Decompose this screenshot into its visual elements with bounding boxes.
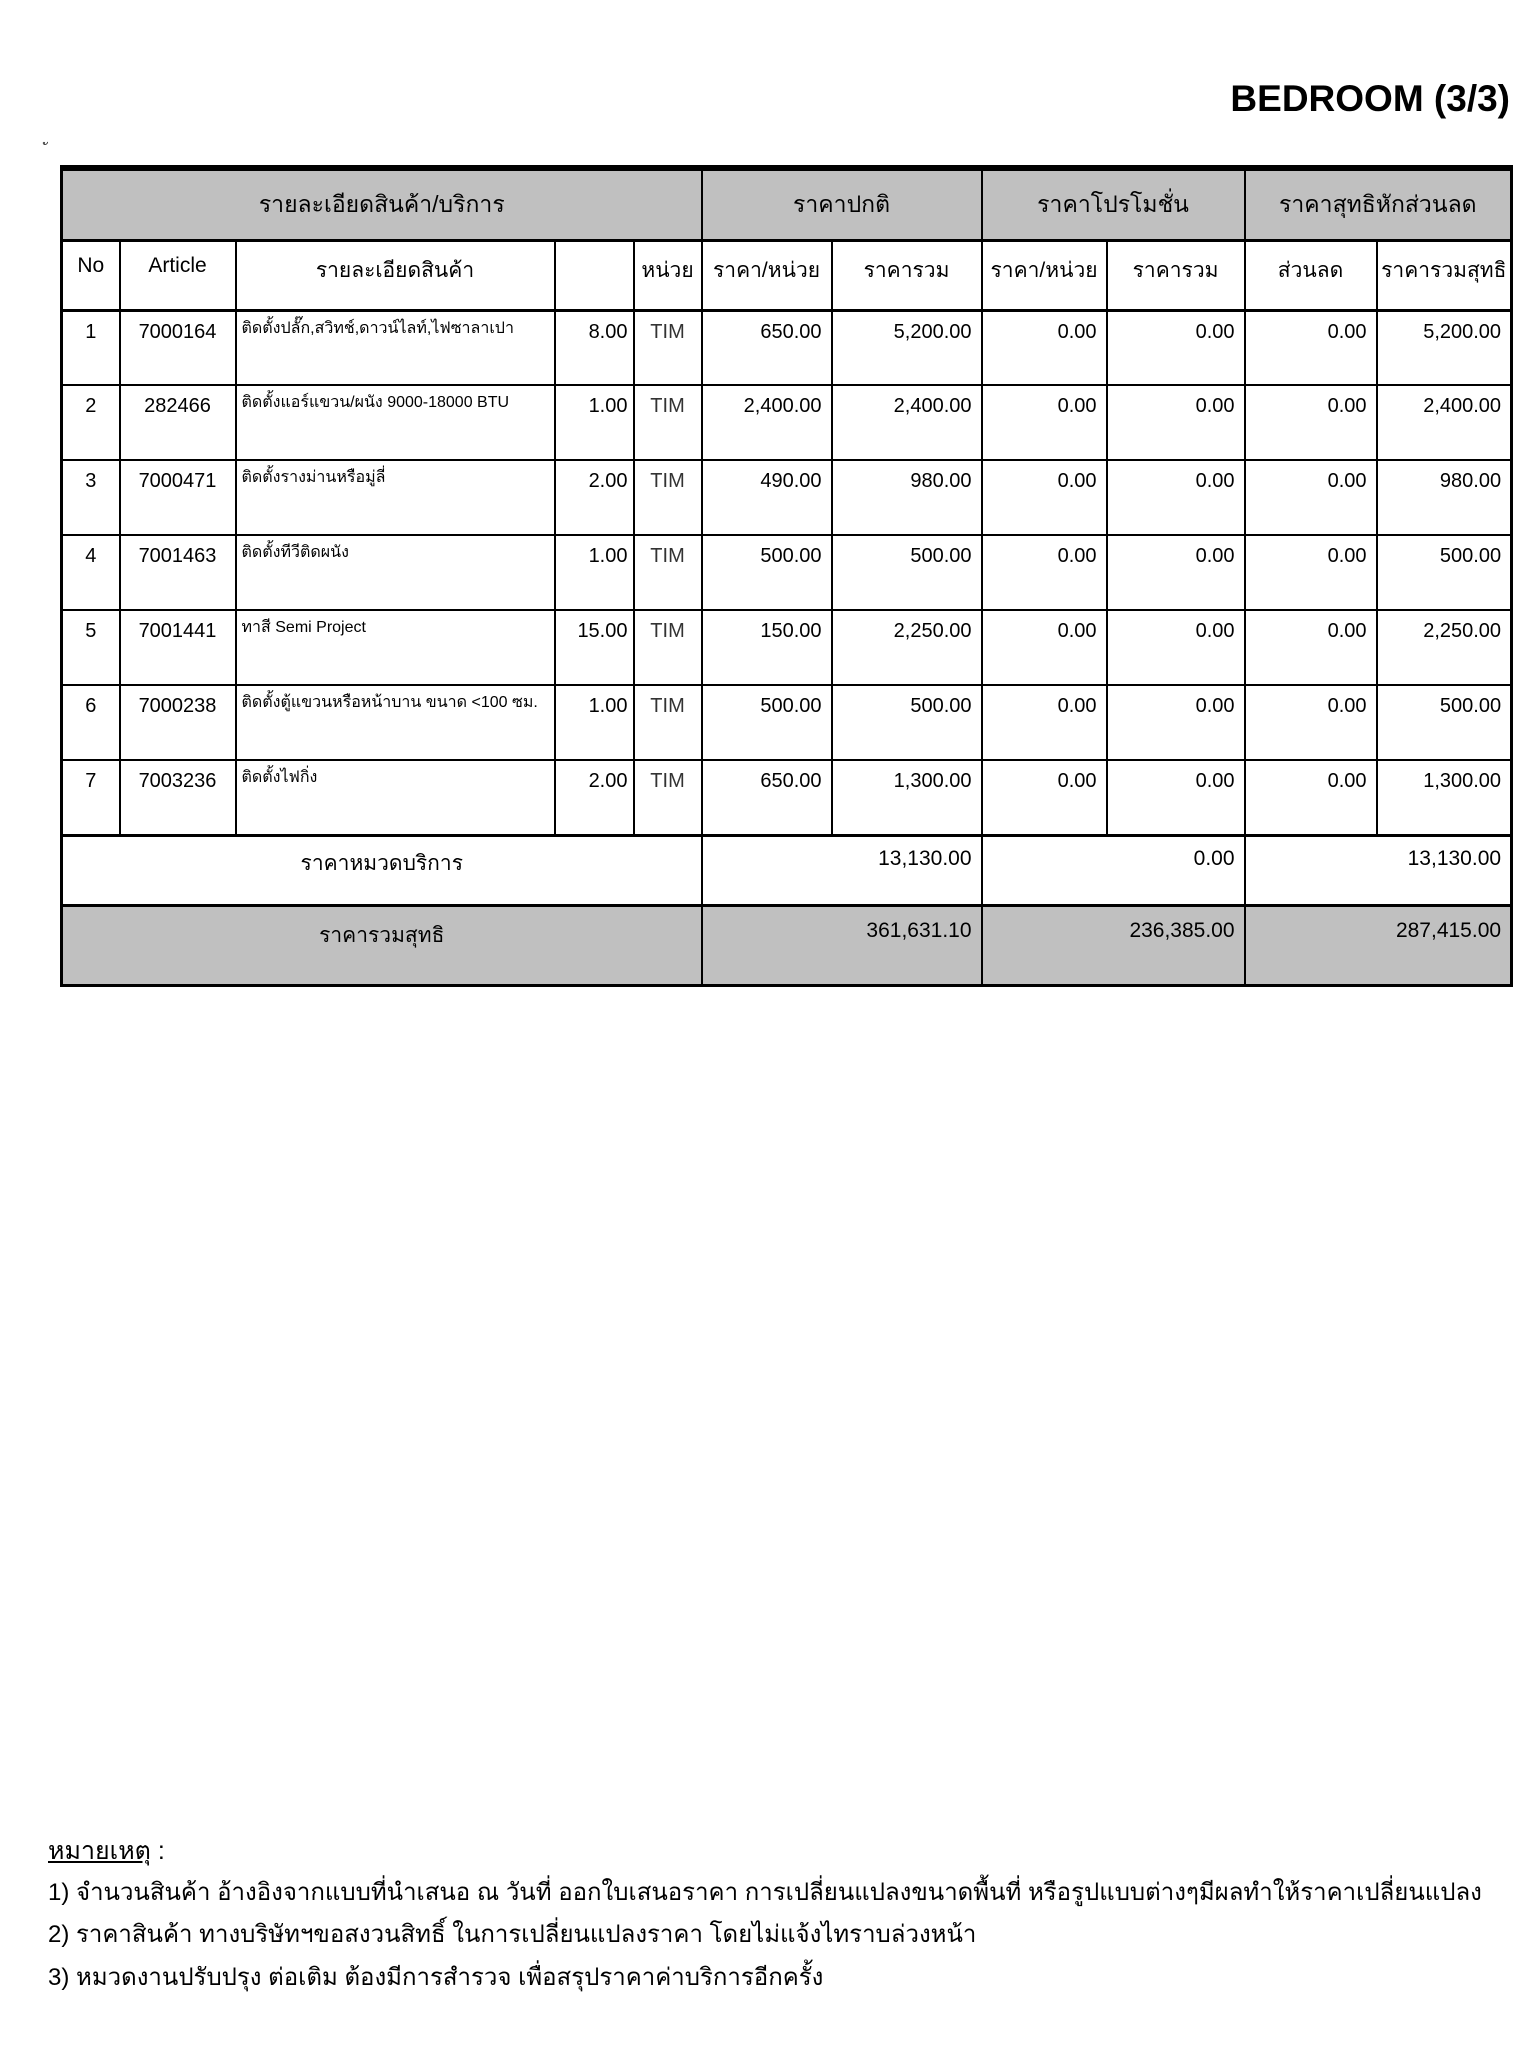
cell-price-unit: 650.00 <box>702 310 832 385</box>
cell-discount: 0.00 <box>1245 535 1377 610</box>
service-total-net: 13,130.00 <box>1245 835 1512 905</box>
grand-total-normal: 361,631.10 <box>702 905 982 985</box>
group-header-details: รายละเอียดสินค้า/บริการ <box>62 168 702 240</box>
table-row <box>62 610 1512 685</box>
cell-description: ติดตั้งตู้แขวนหรือหน้าบาน ขนาด <100 ซม. <box>236 685 555 760</box>
group-header-row <box>62 168 1512 240</box>
grand-total-net: 287,415.00 <box>1245 905 1512 985</box>
cell-description: ติดตั้งรางม่านหรือมู่ลี่ <box>236 460 555 535</box>
col-header-discount: ส่วนลด <box>1245 240 1377 310</box>
group-header-net-after-discount: ราคาสุทธิหักส่วนลด <box>1245 168 1512 240</box>
cell-no: 6 <box>62 685 120 760</box>
cell-discount: 0.00 <box>1245 610 1377 685</box>
cell-promo-unit: 0.00 <box>982 610 1107 685</box>
col-header-net-total: ราคารวมสุทธิ <box>1377 240 1512 310</box>
cell-qty: 2.00 <box>555 760 634 835</box>
cell-article: 7000238 <box>120 685 236 760</box>
service-total-row <box>62 835 1512 905</box>
cell-net-total: 2,400.00 <box>1377 385 1512 460</box>
cell-net-total: 500.00 <box>1377 685 1512 760</box>
cell-qty: 15.00 <box>555 610 634 685</box>
notes-section <box>48 1838 1508 2007</box>
col-header-article: Article <box>120 240 236 310</box>
cell-discount: 0.00 <box>1245 460 1377 535</box>
cell-promo-unit: 0.00 <box>982 460 1107 535</box>
cell-net-total: 5,200.00 <box>1377 310 1512 385</box>
cell-price-total: 2,400.00 <box>832 385 982 460</box>
table-row <box>62 460 1512 535</box>
page-title: BEDROOM (3/3) <box>1230 78 1510 119</box>
cell-price-total: 1,300.00 <box>832 760 982 835</box>
col-header-price-unit: ราคา/หน่วย <box>702 240 832 310</box>
cell-description: ทาสี Semi Project <box>236 610 555 685</box>
cell-description: ติดตั้งแอร์แขวน/ผนัง 9000-18000 BTU <box>236 385 555 460</box>
cell-promo-unit: 0.00 <box>982 685 1107 760</box>
col-header-price-total: ราคารวม <box>832 240 982 310</box>
notes-heading-colon: : <box>150 1837 165 1865</box>
cell-net-total: 1,300.00 <box>1377 760 1512 835</box>
cell-article: 7001463 <box>120 535 236 610</box>
cell-unit: TIM <box>634 610 702 685</box>
cell-description: ติดตั้งปลั๊ก,สวิทช์,ดาวน์ไลท์,ไฟซาลาเปา <box>236 310 555 385</box>
cell-promo-total: 0.00 <box>1107 385 1245 460</box>
cell-price-total: 500.00 <box>832 685 982 760</box>
cell-price-total: 500.00 <box>832 535 982 610</box>
cell-promo-total: 0.00 <box>1107 610 1245 685</box>
cell-description: ติดตั้งไฟกิ่ง <box>236 760 555 835</box>
cell-discount: 0.00 <box>1245 385 1377 460</box>
cell-no: 2 <box>62 385 120 460</box>
cell-price-unit: 500.00 <box>702 535 832 610</box>
cell-no: 5 <box>62 610 120 685</box>
service-total-normal: 13,130.00 <box>702 835 982 905</box>
cell-description: ติดตั้งทีวีติดผนัง <box>236 535 555 610</box>
cell-no: 7 <box>62 760 120 835</box>
cell-no: 4 <box>62 535 120 610</box>
cell-qty: 1.00 <box>555 385 634 460</box>
cell-article: 282466 <box>120 385 236 460</box>
cell-price-unit: 500.00 <box>702 685 832 760</box>
group-header-normal-price: ราคาปกติ <box>702 168 982 240</box>
col-header-unit: หน่วย <box>634 240 702 310</box>
cell-unit: TIM <box>634 685 702 760</box>
table-row <box>62 310 1512 385</box>
cell-article: 7001441 <box>120 610 236 685</box>
table-row <box>62 760 1512 835</box>
table-row <box>62 385 1512 460</box>
table-row <box>62 685 1512 760</box>
service-total-label: ราคาหมวดบริการ <box>62 835 702 905</box>
table-row <box>62 535 1512 610</box>
cell-discount: 0.00 <box>1245 310 1377 385</box>
note-line: 2) ราคาสินค้า ทางบริษัทฯขอสงวนสิทธิ์ ในการเปลี่ยนแปลงราคา โดยไม่แจ้งไทราบล่วงหน้า <box>48 1921 977 1949</box>
grand-total-label: ราคารวมสุทธิ <box>62 905 702 985</box>
cell-no: 3 <box>62 460 120 535</box>
cell-promo-total: 0.00 <box>1107 460 1245 535</box>
cell-promo-total: 0.00 <box>1107 535 1245 610</box>
cell-unit: TIM <box>634 535 702 610</box>
cell-promo-unit: 0.00 <box>982 535 1107 610</box>
cell-price-unit: 2,400.00 <box>702 385 832 460</box>
group-header-promo-price: ราคาโปรโมชั่น <box>982 168 1245 240</box>
cell-article: 7000471 <box>120 460 236 535</box>
column-header-row <box>62 240 1512 310</box>
cell-net-total: 980.00 <box>1377 460 1512 535</box>
cell-price-total: 5,200.00 <box>832 310 982 385</box>
grand-total-row <box>62 905 1512 985</box>
col-header-description: รายละเอียดสินค้า <box>236 240 555 310</box>
cell-price-total: 2,250.00 <box>832 610 982 685</box>
notes-heading <box>48 1838 1508 1864</box>
col-header-no: No <box>62 240 120 310</box>
quotation-table <box>60 165 1513 987</box>
note-line: 3) หมวดงานปรับปรุง ต่อเติม ต้องมีการสำรวจ เพื่อสรุปราคาค่าบริการอีกครั้ง <box>48 1963 824 1991</box>
cell-net-total: 500.00 <box>1377 535 1512 610</box>
cell-unit: TIM <box>634 760 702 835</box>
cell-article: 7003236 <box>120 760 236 835</box>
cell-promo-total: 0.00 <box>1107 685 1245 760</box>
note-line: 1) จำนวนสินค้า อ้างอิงจากแบบที่นำเสนอ ณ วันที่ ออกใบเสนอราคา การเปลี่ยนแปลงขนาดพื้นที่ หรือรูปแบบต่างๆมีผลทำให้ราคาเปลี่ยนแปลง <box>48 1879 1482 1907</box>
cell-promo-total: 0.00 <box>1107 760 1245 835</box>
cell-article: 7000164 <box>120 310 236 385</box>
col-header-promo-total: ราคารวม <box>1107 240 1245 310</box>
cell-price-unit: 150.00 <box>702 610 832 685</box>
cell-promo-total: 0.00 <box>1107 310 1245 385</box>
cell-promo-unit: 0.00 <box>982 310 1107 385</box>
cell-price-total: 980.00 <box>832 460 982 535</box>
cell-unit: TIM <box>634 385 702 460</box>
cell-unit: TIM <box>634 310 702 385</box>
cell-price-unit: 650.00 <box>702 760 832 835</box>
cell-discount: 0.00 <box>1245 685 1377 760</box>
col-header-qty <box>555 240 634 310</box>
cell-qty: 1.00 <box>555 535 634 610</box>
service-total-promo: 0.00 <box>982 835 1245 905</box>
cell-qty: 8.00 <box>555 310 634 385</box>
grand-total-promo: 236,385.00 <box>982 905 1245 985</box>
cell-unit: TIM <box>634 460 702 535</box>
cell-promo-unit: 0.00 <box>982 760 1107 835</box>
cell-no: 1 <box>62 310 120 385</box>
notes-heading-text: หมายเหตุ <box>48 1837 151 1865</box>
col-header-promo-unit: ราคา/หน่วย <box>982 240 1107 310</box>
cell-qty: 2.00 <box>555 460 634 535</box>
cell-price-unit: 490.00 <box>702 460 832 535</box>
cell-promo-unit: 0.00 <box>982 385 1107 460</box>
cell-net-total: 2,250.00 <box>1377 610 1512 685</box>
cell-discount: 0.00 <box>1245 760 1377 835</box>
cell-qty: 1.00 <box>555 685 634 760</box>
